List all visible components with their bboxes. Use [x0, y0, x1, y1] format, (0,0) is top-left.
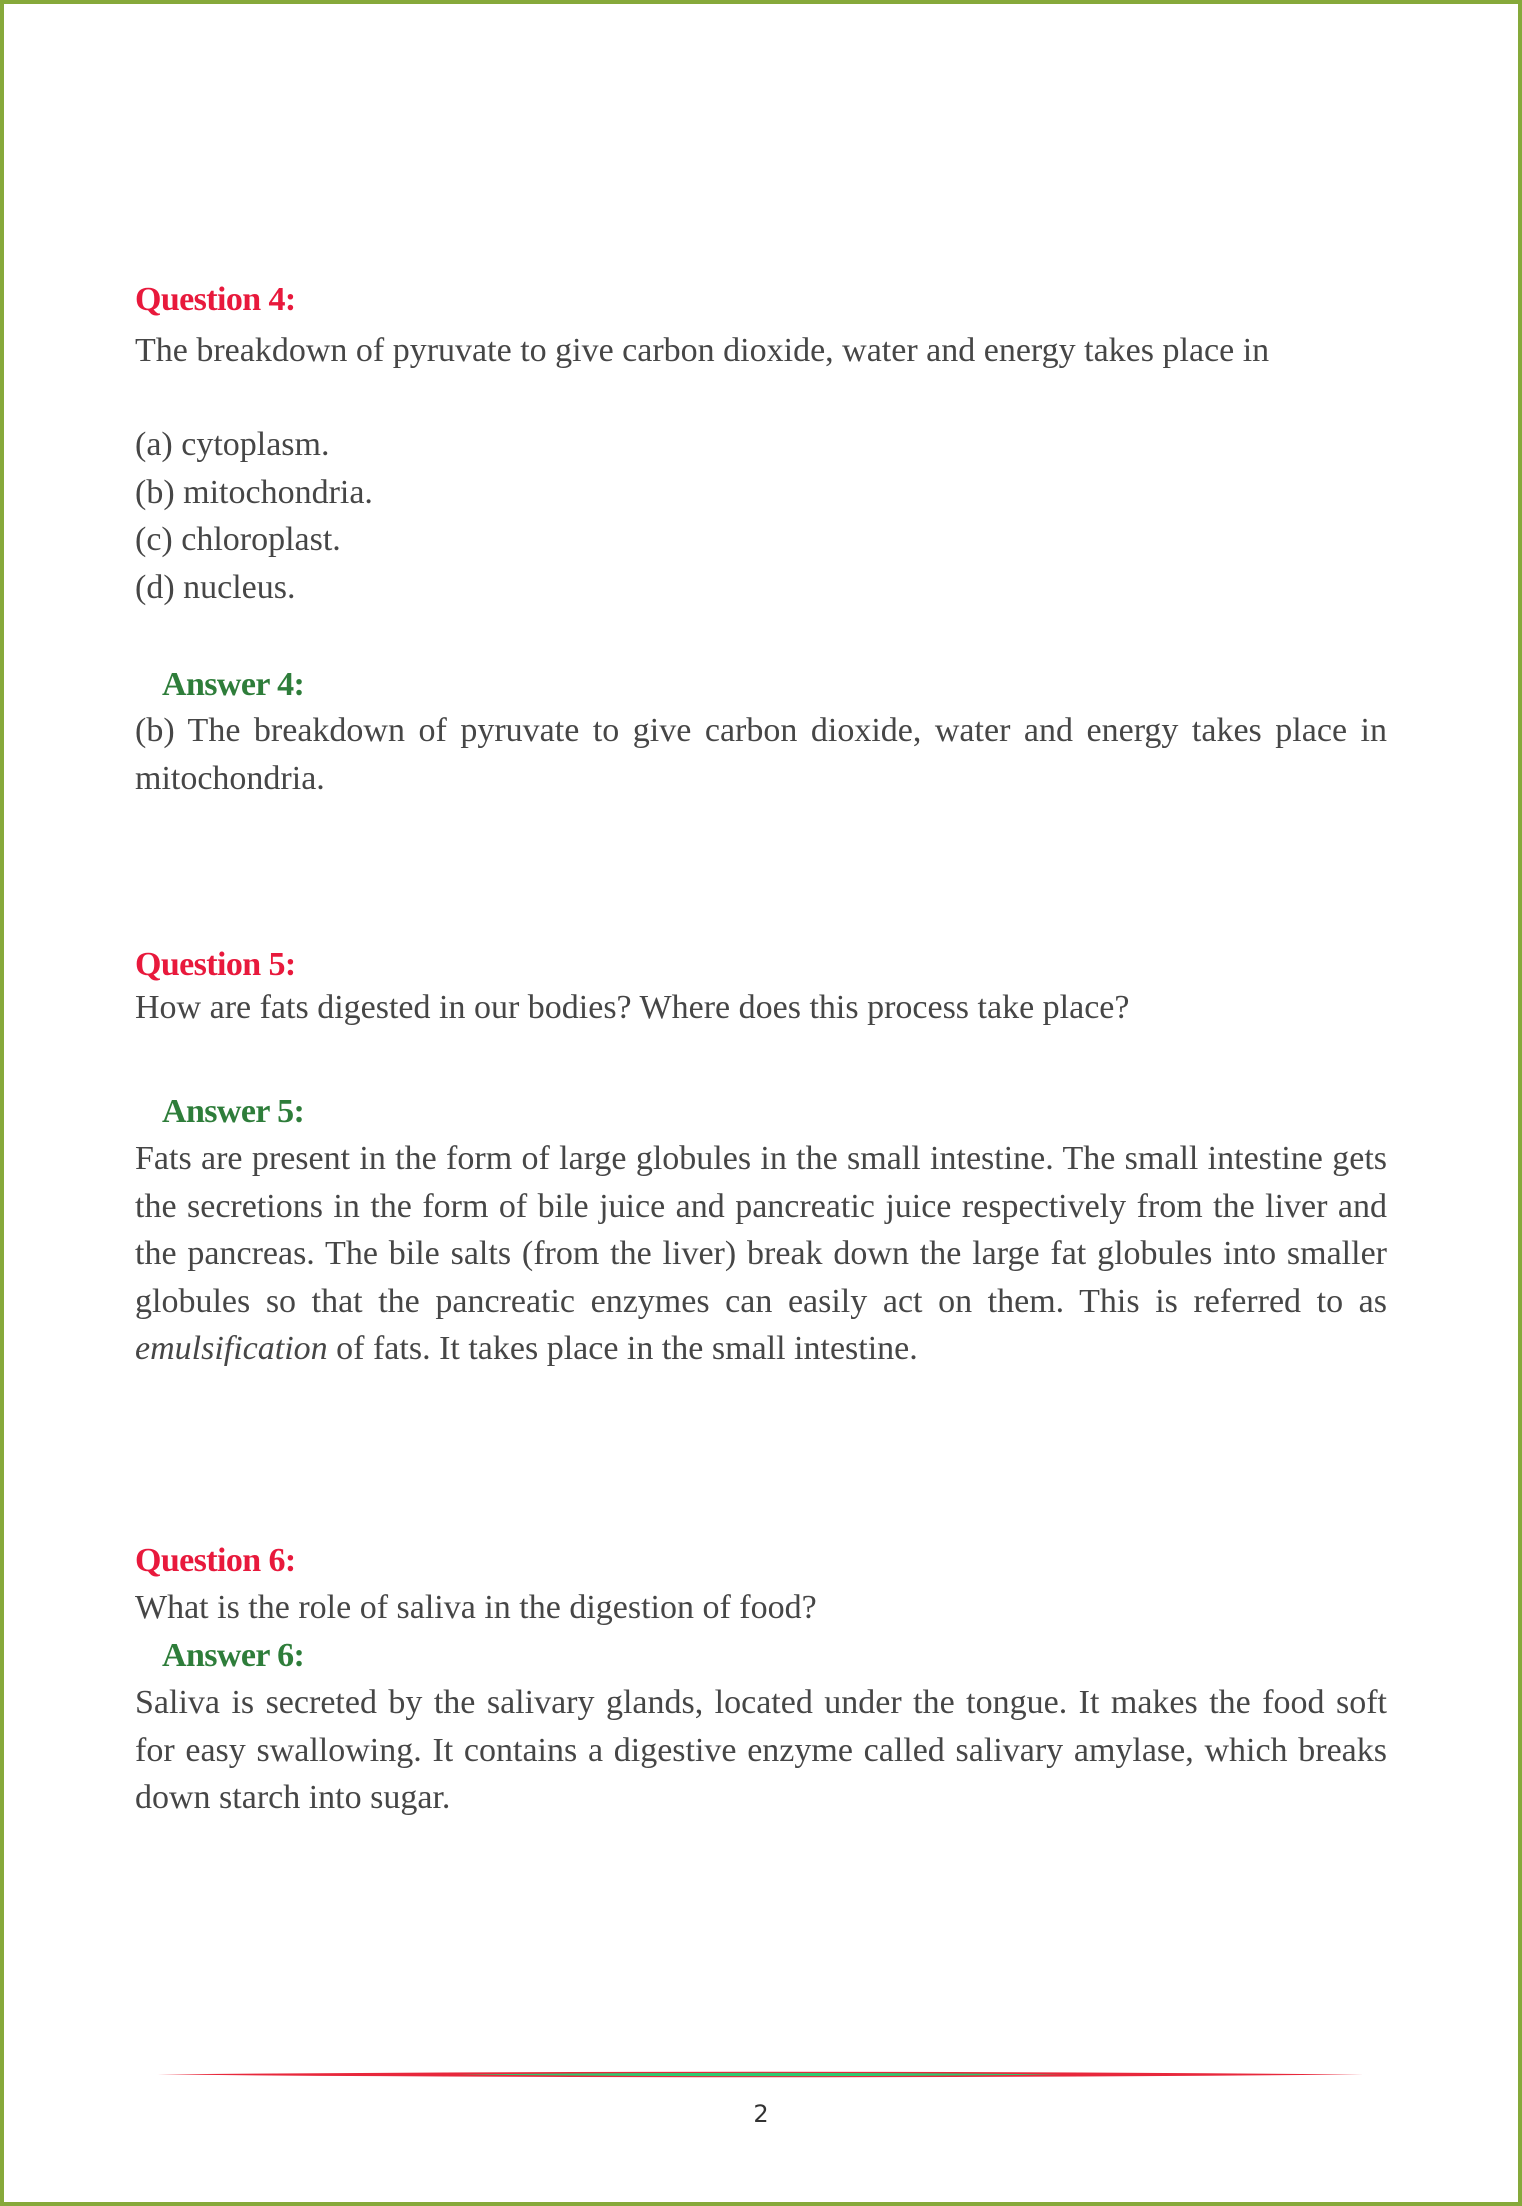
question-5-text: How are fats digested in our bodies? Where does this process take place? — [135, 989, 1130, 1026]
question-4-options — [135, 421, 1387, 611]
question-6-text: What is the role of saliva in the digestion of food? — [135, 1589, 817, 1626]
answer-5-italic-term: emulsification — [135, 1330, 328, 1367]
question-4-text: The breakdown of pyruvate to give carbon dioxide, water and energy takes place in — [135, 332, 1270, 369]
option-c: (c) chloroplast. — [135, 521, 341, 558]
option-a: (a) cytoplasm. — [135, 426, 330, 463]
answer-6-heading: Answer 6: — [162, 1637, 305, 1674]
answer-6-text: Saliva is secreted by the salivary glands, located under the tongue. It makes the food soft for easy swallowing. It contains a digestive enzyme called salivary amylase, which breaks down starch into sugar. — [135, 1684, 1387, 1816]
answer-5-text — [135, 1135, 1387, 1373]
question-6-heading: Question 6: — [135, 1542, 296, 1579]
question-5-heading: Question 5: — [135, 946, 296, 983]
answer-5-text-part-1: Fats are present in the form of large globules in the small intestine. The small intestine gets the secretions in the form of bile juice and pancreatic juice respectively from the liver and the pancreas. The bile salts (from the liver) break down the large fat globules into smaller globules so that the pancreatic enzymes can easily act on them. This is referred to as — [135, 1140, 1387, 1320]
answer-4-heading: Answer 4: — [162, 666, 305, 703]
option-b: (b) mitochondria. — [135, 473, 373, 511]
page-number: 2 — [753, 2100, 769, 2128]
answer-5-heading: Answer 5: — [162, 1093, 305, 1130]
question-4-heading: Question 4: — [135, 281, 296, 318]
footer-decorative-rule — [157, 2070, 1364, 2079]
option-d: (d) nucleus. — [135, 568, 296, 606]
answer-4-text: (b) The breakdown of pyruvate to give carbon dioxide, water and energy takes place in mitochondria. — [135, 712, 1387, 797]
answer-5-text-part-2: of fats. It takes place in the small intestine. — [327, 1330, 918, 1367]
